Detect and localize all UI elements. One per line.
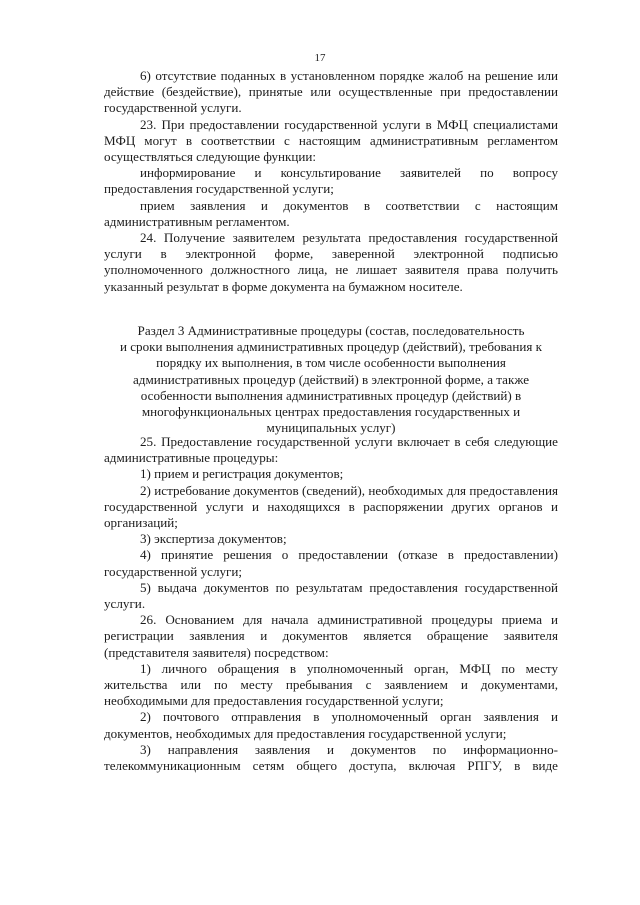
list-item-expertise: 3) экспертиза документов; [140,531,287,547]
list-item-personal-appeal: 1) личного обращения в уполномоченный орган, МФЦ по месту жительства или по месту пребывания с заявлением и документами, необходимыми для предоставления государственной услуги; [104,660,558,709]
list-item-reception-registration: 1) прием и регистрация документов; [140,466,344,482]
heading-line: муниципальных услуг) [266,420,396,436]
page-number: 17 [314,52,326,64]
text-block-top [104,68,558,295]
paragraph-no-complaints: 6) отсутствие поданных в установленном порядке жалоб на решение или действие (бездействие), принятые или осуществленные при предоставлении государственной услуги. [104,68,558,116]
paragraph-26-basis: 26. Основанием для начала административной процедуры приема и регистрации заявления и документов является обращение заявителя (представителя заявителя) посредством: [104,612,558,660]
paragraph-25-procedures: 25. Предоставление государственной услуги включает в себя следующие административные процедуры: [104,434,558,466]
paragraph-reception: прием заявления и документов в соответствии с настоящим административным регламентом. [104,197,558,229]
list-item-decision: 4) принятие решения о предоставлении (отказе в предоставлении) государственной услуги; [104,547,558,579]
paragraph-informing: информирование и консультирование заявителей по вопросу предоставления государственной услуги; [104,165,558,197]
section-3-heading [104,323,558,436]
list-item-postal: 2) почтового отправления в уполномоченный орган заявления и документов, необходимых для предоставления государственной услуги; [104,709,558,741]
list-item-issuance: 5) выдача документов по результатам предоставления государственной услуги. [104,579,558,612]
paragraph-23-mfc-functions: 23. При предоставлении государственной услуги в МФЦ специалистами МФЦ могут в соответствии с настоящим административным регламентом осуществляться следующие функции: [104,116,558,165]
heading-line: административных процедур (действий) в электронной форме, а также [132,371,530,387]
list-item-requesting-documents: 2) истребование документов (сведений), необходимых для предоставления государственной услуги и находящихся в распоряжении других органов и организаций; [104,482,558,531]
heading-line: порядку их выполнения, в том числе особенности выполнения [156,355,506,371]
heading-line: многофункциональных центрах предоставления государственных и [141,404,521,420]
paragraph-24-electronic-result: 24. Получение заявителем результата предоставления государственной услуги в электронной форме, заверенной электронной подписью уполномоченного должностного лица, не лишает заявителя права получить указанный результат в форме документа на бумажном носителе. [104,230,558,294]
text-block-bottom [104,434,558,774]
list-item-electronic: 3) направления заявления и документов по информационно-телекоммуникационным сетям общего доступа, включая РПГУ, в виде [104,741,558,774]
heading-line: и сроки выполнения административных процедур (действий), требования к [119,339,543,355]
heading-line: Раздел 3 Административные процедуры (состав, последовательность [137,323,525,338]
heading-line: особенности выполнения административных процедур (действий) в [140,387,522,403]
